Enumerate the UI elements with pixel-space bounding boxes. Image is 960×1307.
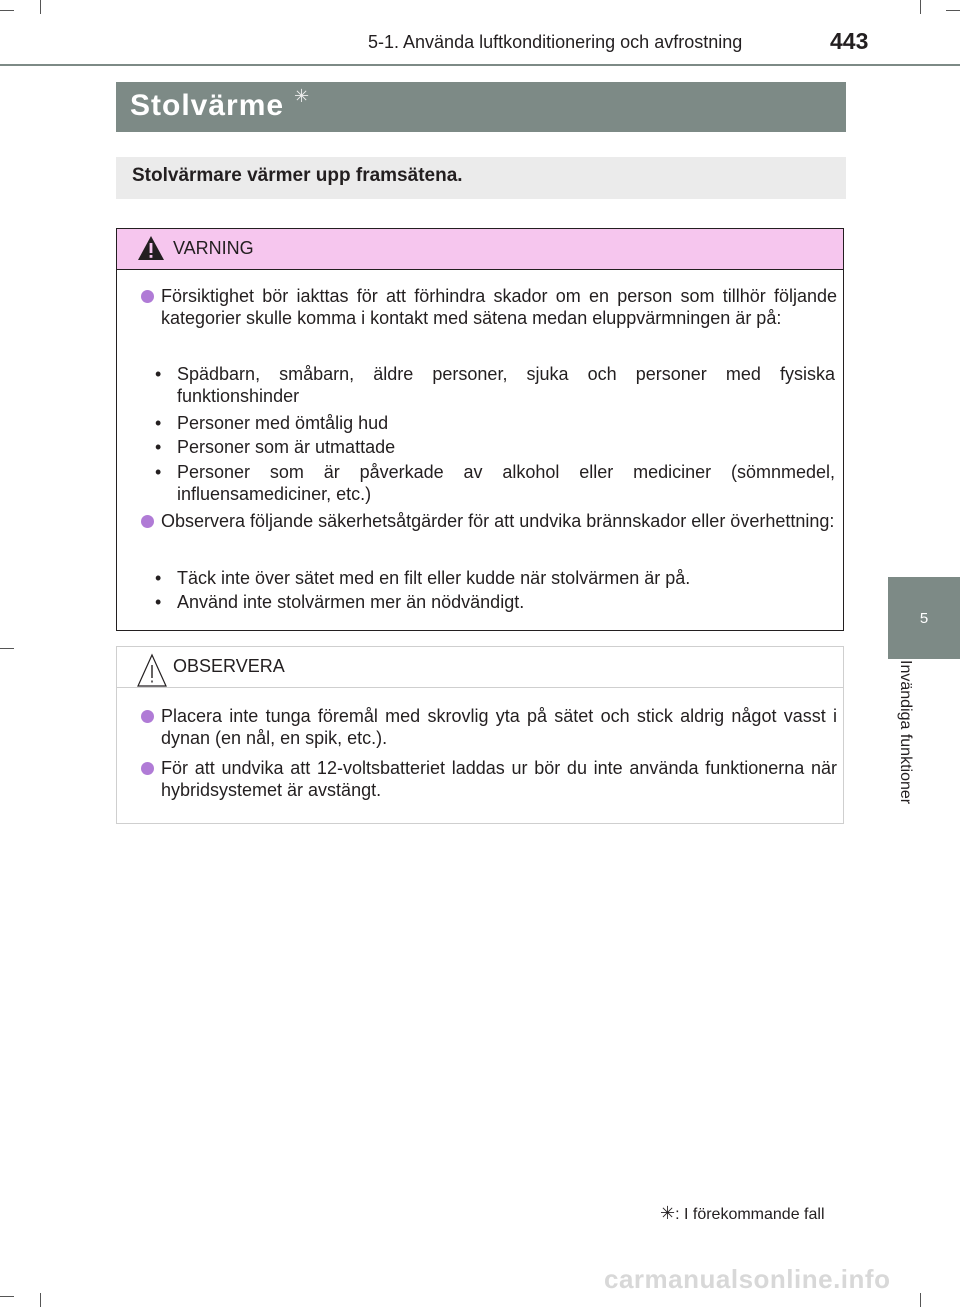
warning-sub-item: • Personer som är utmattade [155, 437, 396, 457]
warning-sub-item: • Använd inte stolvärmen mer än nödvändigt. [155, 592, 525, 612]
summary-box [116, 157, 846, 199]
summary-text: Stolvärmare värmer upp framsätena. [132, 165, 463, 186]
crop-mark [946, 10, 960, 11]
notice-bullet: Placera inte tunga föremål med skrovlig yta på sätet och stick aldrig något vasst i dynan (en nål, en spik, etc.). [141, 705, 837, 749]
asterisk-icon: ✳ [294, 86, 310, 106]
page-number: 443 [830, 28, 869, 54]
warning-header [117, 229, 843, 270]
chapter-tab [888, 577, 960, 659]
footnote [660, 1203, 825, 1224]
section-title-bar [116, 82, 846, 132]
header-divider [0, 64, 960, 66]
warning-box [116, 228, 844, 631]
chapter-number: 5 [919, 609, 929, 627]
crop-mark [920, 0, 921, 14]
crop-mark [920, 1293, 921, 1307]
bullet-dot-icon [141, 515, 154, 528]
notice-box [116, 646, 844, 824]
crop-mark [0, 648, 14, 649]
warning-label: VARNING [173, 238, 254, 258]
caution-outline-triangle-icon [137, 653, 167, 687]
warning-triangle-icon [137, 235, 165, 261]
warning-bullet: Observera följande säkerhetsåtgärder för att undvika brännskador eller överhettning: [141, 510, 837, 532]
asterisk-icon: ✳ [660, 1203, 676, 1223]
warning-sub-item: • Spädbarn, småbarn, äldre personer, sjuka och personer med fysiska funktionshinder [155, 364, 835, 406]
notice-label: OBSERVERA [173, 656, 285, 676]
bullet-dot-icon [141, 762, 154, 775]
footnote-text: : I förekommande fall [675, 1206, 825, 1223]
crop-mark [40, 1293, 41, 1307]
warning-sub-item: • Personer som är påverkade av alkohol eller mediciner (sömnmedel, influensamediciner, etc.) [155, 462, 835, 504]
section-title: Stolvärme [130, 89, 285, 122]
warning-bullet: Försiktighet bör iakttas för att förhindra skador om en person som tillhör följande kategorier skulle komma i kontakt med sätena medan eluppvärmningen är på: [141, 285, 837, 329]
watermark: carmanualsonline.info [604, 1264, 891, 1294]
warning-sub-item: • Personer med ömtålig hud [155, 413, 389, 433]
section-header: 5-1. Använda luftkonditionering och avfrostning [368, 32, 743, 52]
bullet-dot-icon [141, 710, 154, 723]
crop-mark [40, 0, 41, 14]
warning-sub-item: • Täck inte över sätet med en filt eller kudde när stolvärmen är på. [155, 568, 691, 588]
crop-mark [0, 10, 14, 11]
crop-mark [0, 1296, 14, 1297]
notice-bullet: För att undvika att 12-voltsbatteriet laddas ur bör du inte använda funktionerna när hybridsystemet är avstängt. [141, 757, 837, 801]
chapter-label: Invändiga funktioner [897, 660, 914, 805]
notice-header [117, 647, 843, 688]
bullet-dot-icon [141, 290, 154, 303]
